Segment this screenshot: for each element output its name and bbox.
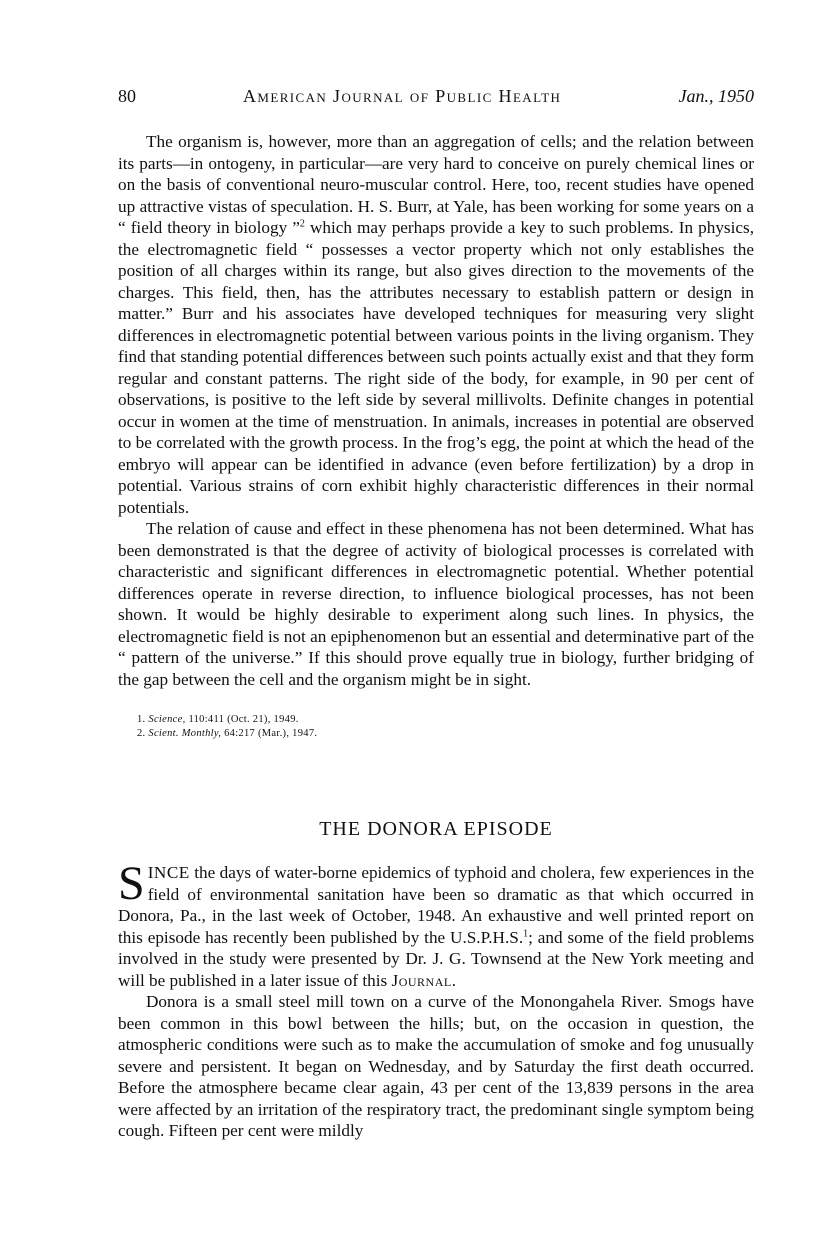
footnote: 2. Scient. Monthly, 64:217 (Mar.), 1947. bbox=[137, 727, 318, 739]
page-number: 80 bbox=[118, 86, 136, 106]
footnote: 1. Science, 110:411 (Oct. 21), 1949. bbox=[137, 714, 299, 725]
paragraph: The organism is, however, more than an aggregation of cells; and the relation between its parts—in ontogeny, in particular—are very hard to conceive on purely chemical lines or on the basis of conventional neuro-muscular control. Here, too, recent studies have opened up attractive vistas of speculation. H. S. Burr, at Yale, has been working for some years on a “ field theory in biology ”$^2$ which may perhaps provide a key to such problems. In physics, the electromagnetic field “ possesses a vector property which not only establishes the position of all charges within its range, but also gives direction to the movements of the charges. This field, then, has the attributes necessary to establish pattern or design in matter.” Burr and his associates have developed techniques for measuring very slight differences in electromagnetic potential between various points in the living organism. They find that standing potential differences between such points actually exist and that they form regular and constant patterns. The right side of the body, for example, in 90 per cent of observations, is positive to the left side by several millivolts. Definite changes in potential occur in women at the time of menstruation. In animals, increases in potential are observed to be correlated with the growth process. In the frog’s egg, the point at which the head of the embryo will appear can be identified in advance (even before fertilization) by a drop in potential. Various strains of corn exhibit highly characteristic differences in their normal potentials. bbox=[118, 132, 754, 517]
footnotes bbox=[137, 713, 317, 740]
paragraph: The relation of cause and effect in these phenomena has not been determined. What has been demonstrated is that the degree of activity of biological processes is correlated with characteristic and significant differences in electromagnetic potential. Whether potential differences operate in reverse direction, to influence biological processes, has not been shown. It would be highly desirable to experiment along such lines. In physics, the electromagnetic field is not an epiphenomenon but an essential and determinative part of the “ pattern of the universe.” If this should prove equally true in biology, further bridging of the gap between the cell and the organism might be in sight. bbox=[118, 519, 754, 689]
running-header bbox=[118, 86, 754, 112]
drop-cap: S bbox=[118, 857, 145, 910]
editorial-body bbox=[118, 131, 754, 690]
donora-article-body bbox=[118, 857, 755, 1142]
issue-date: Jan., 1950 bbox=[678, 86, 754, 106]
footnote-ref: 2 bbox=[299, 218, 305, 230]
paragraph: Donora is a small steel mill town on a curve of the Monongahela River. Smogs have been common in this bowl between the hills; but, on the occasion in question, the atmospheric conditions were such as to make the accumulation of smoke and fog unusually severe and persistent. It began on Wednesday, and by Saturday the first death occurred. Before the atmosphere became clear again, 43 per cent of the 13,839 persons in the area were affected by an irritation of the respiratory tract, the predominant single symptom being cough. Fifteen per cent were mildly bbox=[118, 992, 754, 1140]
article-title: THE DONORA EPISODE bbox=[319, 818, 553, 840]
journal-title: American Journal of Public Health bbox=[243, 86, 562, 106]
footnote-ref: 1 bbox=[523, 927, 529, 939]
paragraph: SINCE the days of water-borne epidemics of typhoid and cholera, few experiences in the field of environmental sanitation have been so dramatic as that which occurred in Donora, Pa., in the last week of October, 1948. An exhaustive and well printed report on this episode has recently been published by the U.S.P.H.S.$^1$; and some of the field problems involved in the study were presented by Dr. J. G. Townsend at the New York meeting and will be published in a later issue of this Journal. bbox=[118, 857, 755, 990]
